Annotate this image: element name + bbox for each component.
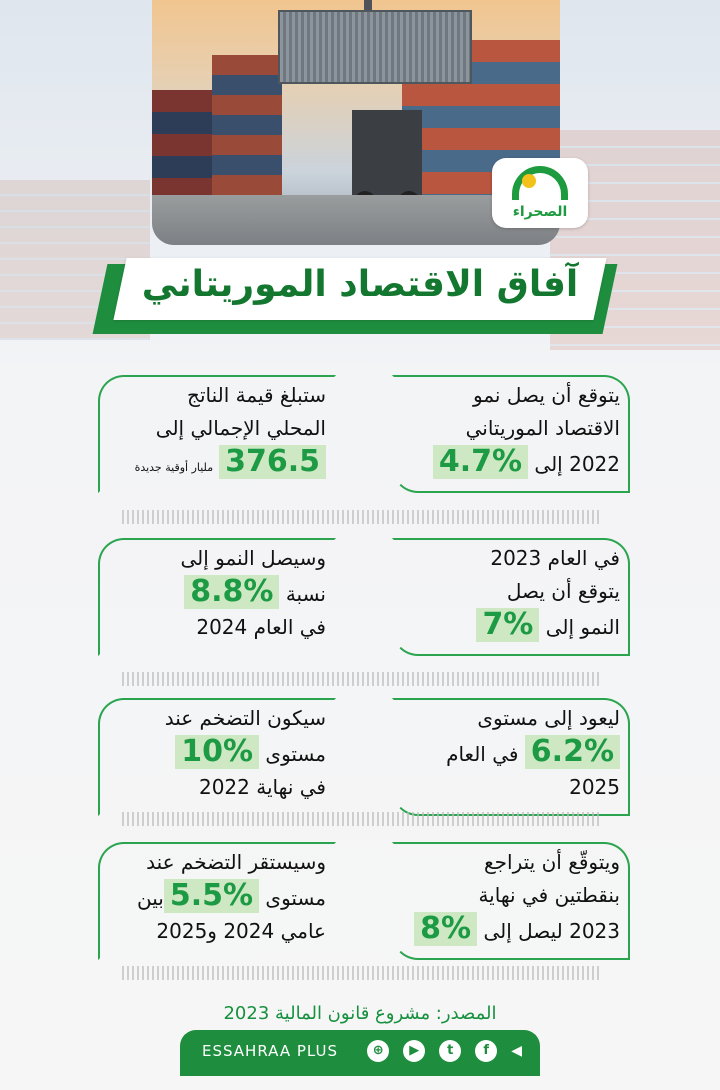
title-banner (100, 258, 620, 336)
unit-label: مليار أوقية جديدة (134, 461, 214, 474)
highlight-value: 4.7% (433, 445, 528, 479)
stat-card-inflation-2024-2025: وسيستقر التضخم عند مستوى 5.5%بين عامي 2024 و2025 (98, 842, 336, 960)
social-links (367, 1040, 522, 1062)
stat-card-growth-2022: يتوقع أن يصل نمو الاقتصاد الموريتاني 2022 إلى 4.7% (392, 375, 630, 493)
facebook-icon[interactable]: f (475, 1040, 497, 1062)
logo-text: الصحراء (512, 204, 568, 220)
stat-card-inflation-2022: سيكون التضخم عند مستوى 10% في نهاية 2022 (98, 698, 336, 816)
highlight-value: 6.2% (525, 735, 620, 769)
dotted-divider (122, 966, 602, 980)
highlight-value: 376.5 (219, 445, 326, 479)
highlight-value: 8% (414, 912, 477, 946)
highlight-value: 10% (175, 735, 259, 769)
container-forklift (352, 110, 422, 205)
stat-card-growth-2025: ليعود إلى مستوى 6.2% في العام 2025 (392, 698, 630, 816)
brand-name: ESSAHRAA PLUS (202, 1042, 339, 1060)
highlight-value: 5.5% (164, 879, 259, 913)
dotted-divider (122, 812, 602, 826)
twitter-icon[interactable]: t (439, 1040, 461, 1062)
dotted-divider (122, 672, 602, 686)
stat-card-inflation-2023: ويتوقّع أن يتراجع بنقطتين في نهاية 2023 ليصل إلى 8% (392, 842, 630, 960)
page-title: آفاق الاقتصاد الموريتاني (141, 264, 579, 305)
hanging-container (278, 10, 472, 84)
highlight-value: 7% (476, 608, 539, 642)
source-note: المصدر: مشروع قانون المالية 2023 (223, 1003, 497, 1024)
highlight-value: 8.8% (184, 575, 279, 609)
footer-bar (180, 1030, 540, 1076)
essahraa-logo (492, 158, 588, 228)
stat-card-gdp: ستبلغ قيمة الناتج المحلي الإجمالي إلى 376.5مليار أوقية جديدة (98, 375, 336, 493)
youtube-icon[interactable]: ▶ (403, 1040, 425, 1062)
arrow-left-icon: ◀ (511, 1043, 522, 1059)
dotted-divider (122, 510, 602, 524)
stat-card-growth-2024: وسيصل النمو إلى نسبة 8.8% في العام 2024 (98, 538, 336, 656)
stat-card-growth-2023: في العام 2023 يتوقع أن يصل النمو إلى 7% (392, 538, 630, 656)
globe-icon[interactable]: ⊕ (367, 1040, 389, 1062)
